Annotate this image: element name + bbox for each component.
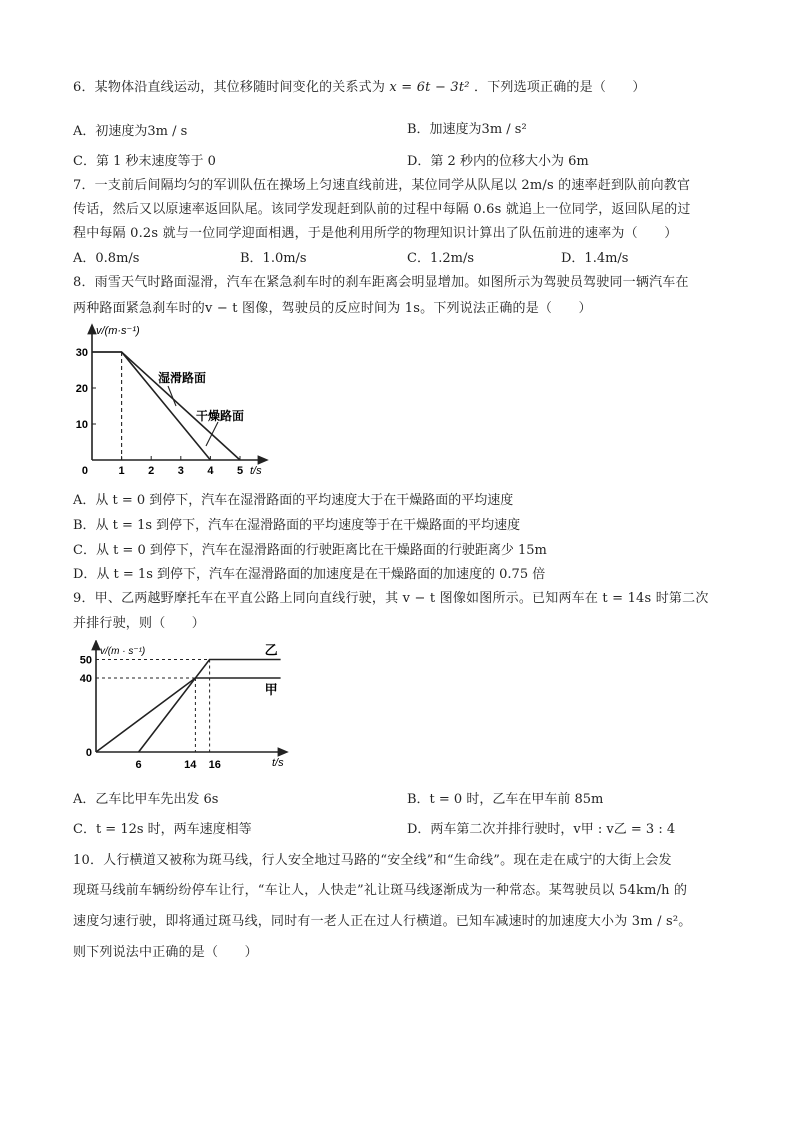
q10-line-4: 则下列说法中正确的是（ ） xyxy=(73,945,258,960)
q8-line-2: 两种路面紧急刹车时的v − t 图像，驾驶员的反应时间为 1s。下列说法正确的是（ ） xyxy=(73,301,592,316)
q8-x-tick-label: 2 xyxy=(148,465,155,477)
q8-ylabel: v/(m·s⁻¹) xyxy=(96,325,140,337)
q8-option-c: C．从 t = 0 到停下，汽车在湿滑路面的行驶距离比在干燥路面的行驶距离少 15m xyxy=(73,543,547,558)
q8-option-a: A．从 t = 0 到停下，汽车在湿滑路面的平均速度大于在干燥路面的平均速度 xyxy=(73,493,514,508)
q9-xlabel: t/s xyxy=(272,757,284,769)
q8-dry-label-pointer xyxy=(206,422,218,446)
q8-x-tick-label: 4 xyxy=(207,465,214,477)
q6-option-a: A．初速度为3m / s xyxy=(73,124,188,139)
q6-option-d: D．第 2 秒内的位移大小为 6m xyxy=(407,154,589,169)
q9-vt-chart xyxy=(72,640,292,772)
q8-dry-label: 干燥路面 xyxy=(196,409,245,423)
q7-line-3: 程中每隔 0.2s 就与一位同学迎面相遇，于是他利用所学的物理知识计算出了队伍前进的速率为（ ） xyxy=(73,226,678,241)
q8-x-tick-label: 1 xyxy=(118,465,125,477)
q9-line-1: 9．甲、乙两越野摩托车在平直公路上同向直线行驶，其 v − t 图像如图所示。已知两车在 t = 14s 时第二次 xyxy=(73,591,709,606)
q9-y-tick-label: 40 xyxy=(79,673,92,685)
q10-line-3: 速度匀速行驶，即将通过斑马线，同时有一老人正在过人行横道。已知车减速时的加速度大小为 3m / s²。 xyxy=(73,914,692,929)
q9-x-tick-label: 14 xyxy=(184,759,197,771)
q9-option-d: D．两车第二次并排行驶时，v甲 : v乙 = 3 : 4 xyxy=(407,822,676,837)
q8-y-tick-label: 20 xyxy=(75,383,88,395)
q9-jia-line xyxy=(96,678,281,752)
q10-line-2: 现斑马线前车辆纷纷停车让行，“车让人，人快走”礼让斑马线逐渐成为一种常态。某驾驶员以 54km/h 的 xyxy=(73,883,688,898)
q6-option-b: B．加速度为3m / s² xyxy=(407,122,527,137)
q7-option-b: B．1.0m/s xyxy=(240,251,307,266)
q8-dry-road-line xyxy=(92,352,210,460)
q7-option-d: D．1.4m/s xyxy=(561,251,629,266)
q8-option-d: D．从 t = 1s 到停下，汽车在湿滑路面的加速度是在干燥路面的加速度的 0.75 倍 xyxy=(73,567,546,582)
q8-line-1: 8．雨雪天气时路面湿滑，汽车在紧急刹车时的刹车距离会明显增加。如图所示为驾驶员驾驶同一辆汽车在 xyxy=(73,275,689,290)
q8-y-tick-label: 30 xyxy=(75,347,88,359)
q9-jia-label: 甲 xyxy=(264,682,278,697)
q8-xlabel: t/s xyxy=(250,465,262,477)
q7-line-1: 7．一支前后间隔均匀的军训队伍在操场上匀速直线前进，某位同学从队尾以 2m/s 的速率赶到队前向教官 xyxy=(73,178,691,193)
q8-x-tick-label: 3 xyxy=(177,465,184,477)
q8-x-tick-label: 5 xyxy=(236,465,244,477)
q9-x-tick-label: 6 xyxy=(135,759,142,771)
q8-option-b: B．从 t = 1s 到停下，汽车在湿滑路面的平均速度等于在干燥路面的平均速度 xyxy=(73,518,521,533)
q8-wet-label: 湿滑路面 xyxy=(158,371,207,385)
q9-x-tick-label: 16 xyxy=(208,759,221,771)
q6-stem: 6．某物体沿直线运动，其位移随时间变化的关系式为 x = 6t − 3t² ．下列选项正确的是（ ） xyxy=(73,80,646,95)
q9-yi-label: 乙 xyxy=(264,642,278,658)
q7-line-2: 传话，然后又以原速率返回队尾。该同学发现赶到队前的过程中每隔 0.6s 就追上一位同学，返回队尾的过 xyxy=(73,202,691,217)
q8-x-tick-label: 0 xyxy=(81,465,88,477)
q7-option-a: A．0.8m/s xyxy=(73,251,140,266)
q9-option-b: B．t = 0 时，乙车在甲车前 85m xyxy=(407,792,604,807)
q7-option-c: C．1.2m/s xyxy=(407,251,474,266)
q9-ylabel: v/(m · s⁻¹) xyxy=(100,646,146,657)
q8-y-tick-label: 10 xyxy=(75,419,88,431)
q6-formula: x = 6t − 3t² xyxy=(389,80,470,95)
q9-line-2: 并排行驶，则（ ） xyxy=(73,616,206,631)
q9-option-a: A．乙车比甲车先出发 6s xyxy=(73,792,219,807)
q9-y-tick-label: 50 xyxy=(79,654,92,667)
q9-x-tick-label: 0 xyxy=(85,747,92,759)
q10-line-1: 10．人行横道又被称为斑马线，行人安全地过马路的“安全线”和“生命线”。现在走在咸宁的大街上会发 xyxy=(73,853,672,868)
q6-option-c: C．第 1 秒末速度等于 0 xyxy=(73,154,216,169)
q8-vt-chart xyxy=(72,322,272,482)
q9-option-c: C．t = 12s 时，两车速度相等 xyxy=(73,822,252,837)
